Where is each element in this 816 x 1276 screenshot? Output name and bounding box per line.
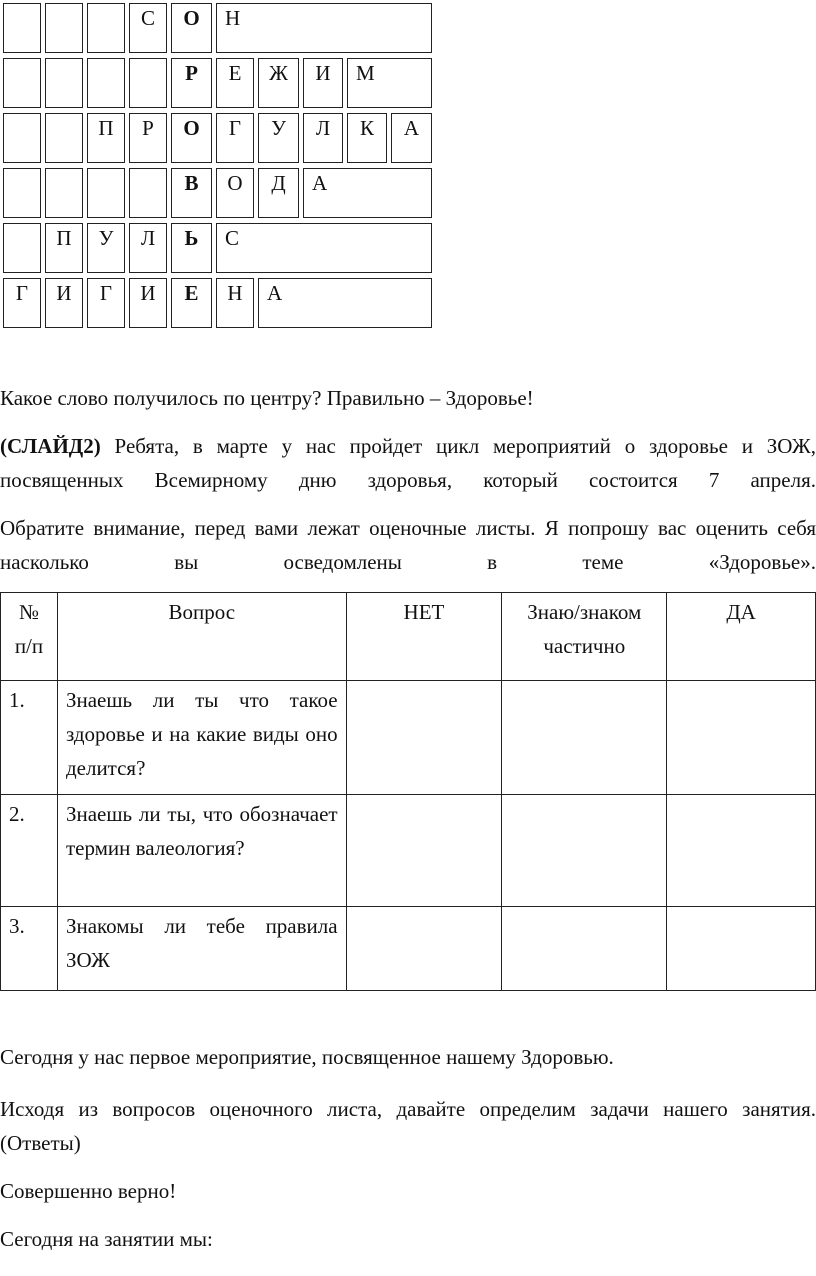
crossword-cell (129, 168, 167, 218)
crossword-key-cell: Е (171, 278, 212, 328)
crossword-key-cell: О (171, 113, 212, 163)
crossword-grid (0, 0, 440, 340)
crossword-cell: Л (129, 223, 167, 273)
crossword-cell (3, 113, 41, 163)
crossword-row-rezhim (0, 58, 440, 112)
define-tasks-paragraph: Исходя из вопросов оценочного листа, давайте определим задачи нашего занятия. (Ответы) (0, 1097, 816, 1155)
crossword-cell: К (347, 113, 387, 163)
first-event-paragraph: Сегодня у нас первое мероприятие, посвященное нашему Здоровью. (0, 1045, 614, 1069)
crossword-cell (45, 58, 83, 108)
crossword-cell: Н (216, 3, 432, 53)
crossword-cell: О (216, 168, 254, 218)
crossword-cell: Г (216, 113, 254, 163)
slide-text: Ребята, в марте у нас пройдет цикл мероприятий о здоровье и ЗОЖ, посвященных Всемирному дню здоровья, который состоится 7 апреля. (0, 434, 816, 492)
lesson-intro-paragraph: Сегодня на занятии мы: (0, 1227, 213, 1251)
crossword-cell (129, 58, 167, 108)
crossword-cell: Г (3, 278, 41, 328)
answer-yes-cell[interactable] (667, 907, 816, 991)
crossword-row-puls (0, 223, 440, 277)
answer-yes-cell[interactable] (667, 681, 816, 795)
crossword-cell: Ж (258, 58, 299, 108)
table-row (1, 907, 816, 991)
crossword-cell: И (303, 58, 343, 108)
answer-no-cell[interactable] (346, 681, 502, 795)
crossword-cell: И (129, 278, 167, 328)
crossword-cell (45, 168, 83, 218)
header-yes: ДА (667, 593, 816, 681)
answer-partial-cell[interactable] (502, 795, 667, 907)
crossword-cell: П (45, 223, 83, 273)
crossword-cell: А (258, 278, 432, 328)
crossword-cell: Р (129, 113, 167, 163)
crossword-cell: У (258, 113, 299, 163)
crossword-cell: М (347, 58, 432, 108)
answer-no-cell[interactable] (346, 795, 502, 907)
table-row (1, 681, 816, 795)
table-row (1, 795, 816, 907)
row-number: 2. (1, 795, 58, 907)
crossword-cell (87, 58, 125, 108)
assessment-instructions: Обратите внимание, перед вами лежат оценочные листы. Я попрошу вас оценить себя насколько вы осведомлены в теме «Здоровье». (0, 516, 816, 574)
crossword-cell: У (87, 223, 125, 273)
crossword-cell: Н (216, 278, 254, 328)
crossword-key-cell: О (171, 3, 212, 53)
header-number: № п/п (1, 593, 58, 681)
crossword-cell: П (87, 113, 125, 163)
crossword-cell (87, 168, 125, 218)
crossword-cell (87, 3, 125, 53)
header-question: Вопрос (57, 593, 346, 681)
header-no: НЕТ (346, 593, 502, 681)
crossword-cell: И (45, 278, 83, 328)
crossword-cell: А (303, 168, 432, 218)
row-number: 3. (1, 907, 58, 991)
crossword-cell: Д (258, 168, 299, 218)
correct-paragraph: Совершенно верно! (0, 1179, 177, 1203)
crossword-cell: С (129, 3, 167, 53)
crossword-row-son (0, 3, 440, 57)
slide-label: (СЛАЙД2) (0, 434, 101, 458)
crossword-cell: Е (216, 58, 254, 108)
crossword-cell (45, 113, 83, 163)
crossword-cell: Г (87, 278, 125, 328)
row-question: Знаешь ли ты что такое здоровье и на какие виды оно делится? (57, 681, 346, 795)
row-number: 1. (1, 681, 58, 795)
crossword-cell (3, 168, 41, 218)
answer-yes-cell[interactable] (667, 795, 816, 907)
table-header-row (1, 593, 816, 681)
row-question: Знакомы ли тебе правила ЗОЖ (57, 907, 346, 991)
crossword-cell: Л (303, 113, 343, 163)
row-question: Знаешь ли ты, что обозначает термин валеология? (57, 795, 346, 907)
crossword-row-progulka (0, 113, 440, 167)
slide2-paragraph (0, 429, 816, 497)
crossword-cell: С (216, 223, 432, 273)
crossword-row-gigiena (0, 278, 440, 332)
crossword-cell: А (391, 113, 432, 163)
crossword-key-cell: Р (171, 58, 212, 108)
answer-no-cell[interactable] (346, 907, 502, 991)
crossword-key-cell: В (171, 168, 212, 218)
assessment-table (0, 592, 816, 991)
crossword-key-cell: Ь (171, 223, 212, 273)
crossword-cell (3, 58, 41, 108)
crossword-row-voda (0, 168, 440, 222)
crossword-cell (3, 3, 41, 53)
answer-partial-cell[interactable] (502, 681, 667, 795)
answer-partial-cell[interactable] (502, 907, 667, 991)
center-word-question: Какое слово получилось по центру? Правильно – Здоровье! (0, 386, 534, 410)
crossword-cell (45, 3, 83, 53)
crossword-cell (3, 223, 41, 273)
header-partial: Знаю/знаком частично (502, 593, 667, 681)
